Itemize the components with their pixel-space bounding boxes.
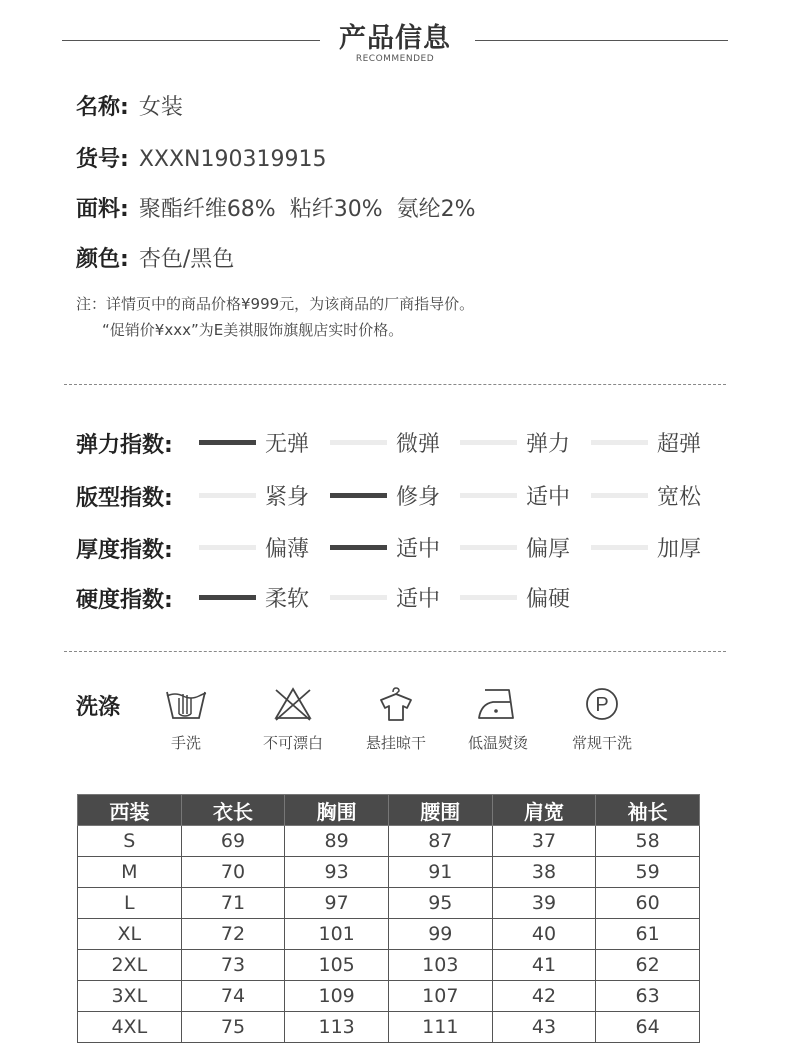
table-cell: 89	[285, 826, 389, 857]
size-table	[77, 794, 700, 1043]
table-cell: 40	[492, 919, 596, 950]
table-cell: 3XL	[78, 981, 182, 1012]
index-option: 偏薄	[265, 537, 310, 562]
wash-label: 常规干洗	[571, 734, 632, 752]
table-cell: 97	[285, 888, 389, 919]
table-cell: 107	[388, 981, 492, 1012]
index-option: 无弹	[265, 432, 310, 457]
index-option: 超弹	[657, 432, 702, 457]
index-option: 适中	[396, 537, 441, 562]
info-label: 颜色:	[76, 247, 129, 272]
price-note-line1: 注：详情页中的商品价格¥999元，为该商品的厂商指导价。	[76, 295, 475, 313]
table-cell: 70	[181, 857, 285, 888]
index-option: 宽松	[657, 485, 702, 510]
index-option: 偏厚	[526, 537, 571, 562]
index-bar-selected	[199, 595, 256, 600]
table-cell: L	[78, 888, 182, 919]
size-table-header-cell: 西装	[78, 795, 182, 826]
wash-label: 悬挂晾干	[365, 734, 426, 752]
index-bar	[591, 440, 648, 445]
section-divider	[64, 384, 726, 385]
table-cell: 62	[596, 950, 700, 981]
wash-label: 不可漂白	[262, 734, 323, 752]
table-row	[78, 950, 700, 981]
index-option: 微弹	[396, 432, 441, 457]
table-cell: 64	[596, 1012, 700, 1043]
table-row	[78, 1012, 700, 1043]
index-option: 适中	[526, 485, 571, 510]
dry-clean-icon	[579, 686, 625, 722]
table-cell: 41	[492, 950, 596, 981]
table-cell: 74	[181, 981, 285, 1012]
index-bar	[330, 440, 387, 445]
hand-wash-icon	[163, 686, 209, 722]
table-cell: 38	[492, 857, 596, 888]
table-cell: 95	[388, 888, 492, 919]
table-cell: 75	[181, 1012, 285, 1043]
table-cell: 2XL	[78, 950, 182, 981]
index-option: 偏硬	[526, 587, 571, 612]
index-option: 修身	[396, 485, 441, 510]
size-table-header-cell: 肩宽	[492, 795, 596, 826]
index-bar	[330, 595, 387, 600]
index-bar-selected	[330, 493, 387, 498]
table-cell: 43	[492, 1012, 596, 1043]
section-divider	[64, 651, 726, 652]
index-bar	[460, 595, 517, 600]
table-cell: 101	[285, 919, 389, 950]
table-cell: 72	[181, 919, 285, 950]
table-row	[78, 888, 700, 919]
index-bar	[460, 545, 517, 550]
info-value: 聚酯纤维68% 粘纤30% 氨纶2%	[138, 197, 476, 222]
index-bar	[460, 440, 517, 445]
index-bar	[199, 493, 256, 498]
wash-label: 低温熨烫	[467, 734, 528, 752]
info-row-sku	[76, 142, 326, 173]
wash-item-hang-dry	[341, 686, 451, 753]
index-option: 适中	[396, 587, 441, 612]
size-table-header-cell: 腰围	[388, 795, 492, 826]
table-row	[78, 919, 700, 950]
page-title: 产品信息	[339, 23, 451, 54]
index-option: 弹力	[526, 432, 571, 457]
size-table-header	[78, 795, 700, 826]
no-bleach-icon	[270, 686, 316, 722]
page-subtitle: RECOMMENDED	[355, 54, 435, 64]
table-cell: XL	[78, 919, 182, 950]
index-label: 弹力指数:	[76, 433, 173, 458]
index-bar-selected	[199, 440, 256, 445]
table-cell: 99	[388, 919, 492, 950]
table-cell: 58	[596, 826, 700, 857]
table-cell: 60	[596, 888, 700, 919]
table-cell: 105	[285, 950, 389, 981]
index-option: 紧身	[265, 485, 310, 510]
index-option: 加厚	[657, 537, 702, 562]
index-label: 硬度指数:	[76, 588, 173, 613]
size-table-header-cell: 袖长	[596, 795, 700, 826]
price-note-line2: “促销价¥xxx”为E美祺服饰旗舰店实时价格。	[102, 321, 404, 339]
wash-item-low-iron	[443, 686, 553, 753]
info-row-fabric	[76, 192, 475, 223]
wash-label: 手洗	[170, 734, 201, 752]
wash-item-hand-wash	[131, 686, 241, 753]
table-cell: 93	[285, 857, 389, 888]
table-cell: 63	[596, 981, 700, 1012]
table-row	[78, 857, 700, 888]
table-cell: 109	[285, 981, 389, 1012]
low-iron-icon	[475, 686, 521, 722]
table-cell: 113	[285, 1012, 389, 1043]
table-cell: 61	[596, 919, 700, 950]
size-table-header-cell: 胸围	[285, 795, 389, 826]
size-table-header-cell: 衣长	[181, 795, 285, 826]
index-label: 版型指数:	[76, 486, 173, 511]
table-cell: 4XL	[78, 1012, 182, 1043]
index-bar	[199, 545, 256, 550]
info-label: 面料:	[76, 197, 129, 222]
svg-text:P: P	[595, 694, 609, 716]
info-value: 女装	[138, 95, 183, 120]
table-row	[78, 981, 700, 1012]
table-cell: 111	[388, 1012, 492, 1043]
table-cell: 91	[388, 857, 492, 888]
table-cell: 71	[181, 888, 285, 919]
table-cell: S	[78, 826, 182, 857]
wash-item-dry-clean	[547, 686, 657, 753]
info-row-color	[76, 242, 234, 273]
table-cell: 42	[492, 981, 596, 1012]
wash-title: 洗涤	[76, 695, 121, 720]
index-bar	[591, 493, 648, 498]
table-cell: 39	[492, 888, 596, 919]
index-bar-selected	[330, 545, 387, 550]
table-cell: 73	[181, 950, 285, 981]
table-cell: 59	[596, 857, 700, 888]
info-row-name	[76, 90, 183, 121]
hang-dry-icon	[373, 686, 419, 722]
info-label: 货号:	[76, 147, 129, 172]
info-label: 名称:	[76, 95, 129, 120]
table-cell: 103	[388, 950, 492, 981]
index-option: 柔软	[265, 587, 310, 612]
table-row	[78, 826, 700, 857]
info-value: 杏色/黑色	[138, 247, 235, 272]
info-value: XXXN190319915	[138, 147, 327, 172]
index-label: 厚度指数:	[76, 538, 173, 563]
index-bar	[460, 493, 517, 498]
table-cell: 69	[181, 826, 285, 857]
wash-item-no-bleach	[238, 686, 348, 753]
table-cell: 37	[492, 826, 596, 857]
index-bar	[591, 545, 648, 550]
table-cell: M	[78, 857, 182, 888]
table-cell: 87	[388, 826, 492, 857]
